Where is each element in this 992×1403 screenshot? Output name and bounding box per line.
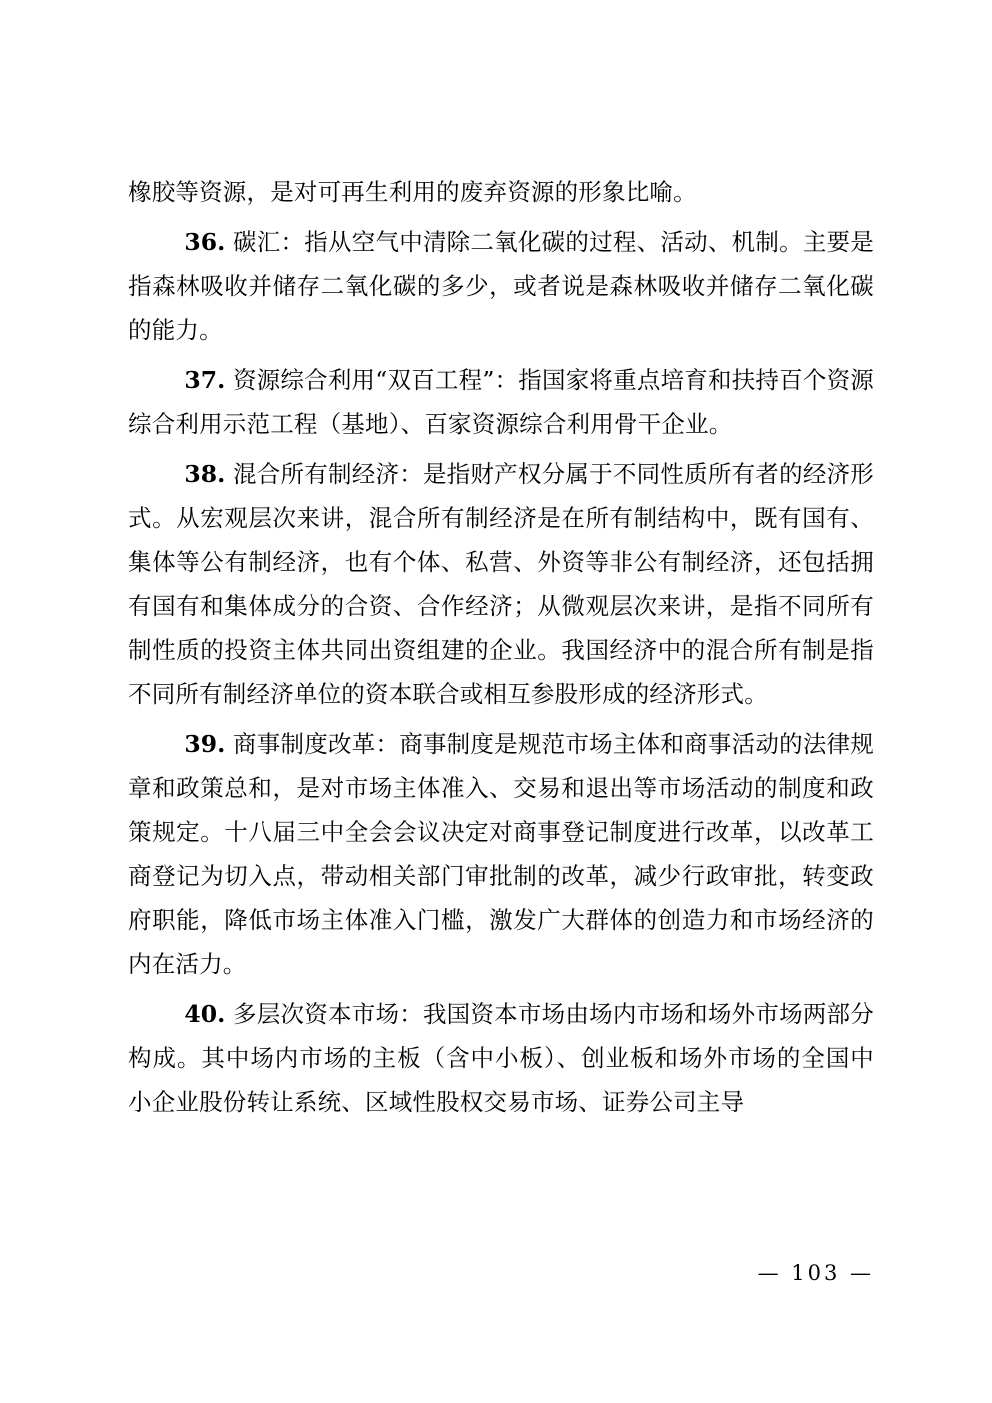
- paragraph-text: 多层次资本市场：我国资本市场由场内市场和场外市场两部分构成。其中场内市场的主板（含中小板）、创业板和场外市场的全国中小企业股份转让系统、区域性股权交易市场、证券公司主导: [128, 1000, 874, 1116]
- document-body: [128, 170, 874, 1124]
- paragraph-text: 商事制度改革：商事制度是规范市场主体和商事活动的法律规章和政策总和，是对市场主体准入、交易和退出等市场活动的制度和政策规定。十八届三中全会会议决定对商事登记制度进行改革，以改革工商登记为切入点，带动相关部门审批制的改革，减少行政审批，转变政府职能，降低市场主体准入门槛，激发广大群体的创造力和市场经济的内在活力。: [128, 730, 874, 978]
- paragraph-36: [128, 220, 874, 352]
- paragraph-text: 混合所有制经济：是指财产权分属于不同性质所有者的经济形式。从宏观层次来讲，混合所有制经济是在所有制结构中，既有国有、集体等公有制经济，也有个体、私营、外资等非公有制经济，还包括拥有国有和集体成分的合资、合作经济；从微观层次来讲，是指不同所有制性质的投资主体共同出资组建的企业。我国经济中的混合所有制是指不同所有制经济单位的资本联合或相互参股形成的经济形式。: [128, 460, 874, 708]
- paragraph-38: [128, 452, 874, 716]
- paragraph-37: [128, 358, 874, 446]
- paragraph-number: 36.: [184, 228, 226, 256]
- paragraph-number: 39.: [184, 730, 226, 758]
- paragraph-39: [128, 722, 874, 986]
- paragraph-number: 37.: [184, 366, 226, 394]
- paragraph-number: 38.: [184, 460, 226, 488]
- paragraph-text: 碳汇：指从空气中清除二氧化碳的过程、活动、机制。主要是指森林吸收并储存二氧化碳的多少，或者说是森林吸收并储存二氧化碳的能力。: [128, 228, 874, 344]
- page-number: — 103 —: [757, 1261, 874, 1285]
- paragraph-continued: [128, 170, 874, 214]
- paragraph-text: 资源综合利用“双百工程”：指国家将重点培育和扶持百个资源综合利用示范工程（基地）、百家资源综合利用骨干企业。: [128, 366, 874, 438]
- paragraph-number: 40.: [184, 1000, 226, 1028]
- paragraph-text: 橡胶等资源，是对可再生利用的废弃资源的形象比喻。: [128, 178, 697, 206]
- paragraph-40: [128, 992, 874, 1124]
